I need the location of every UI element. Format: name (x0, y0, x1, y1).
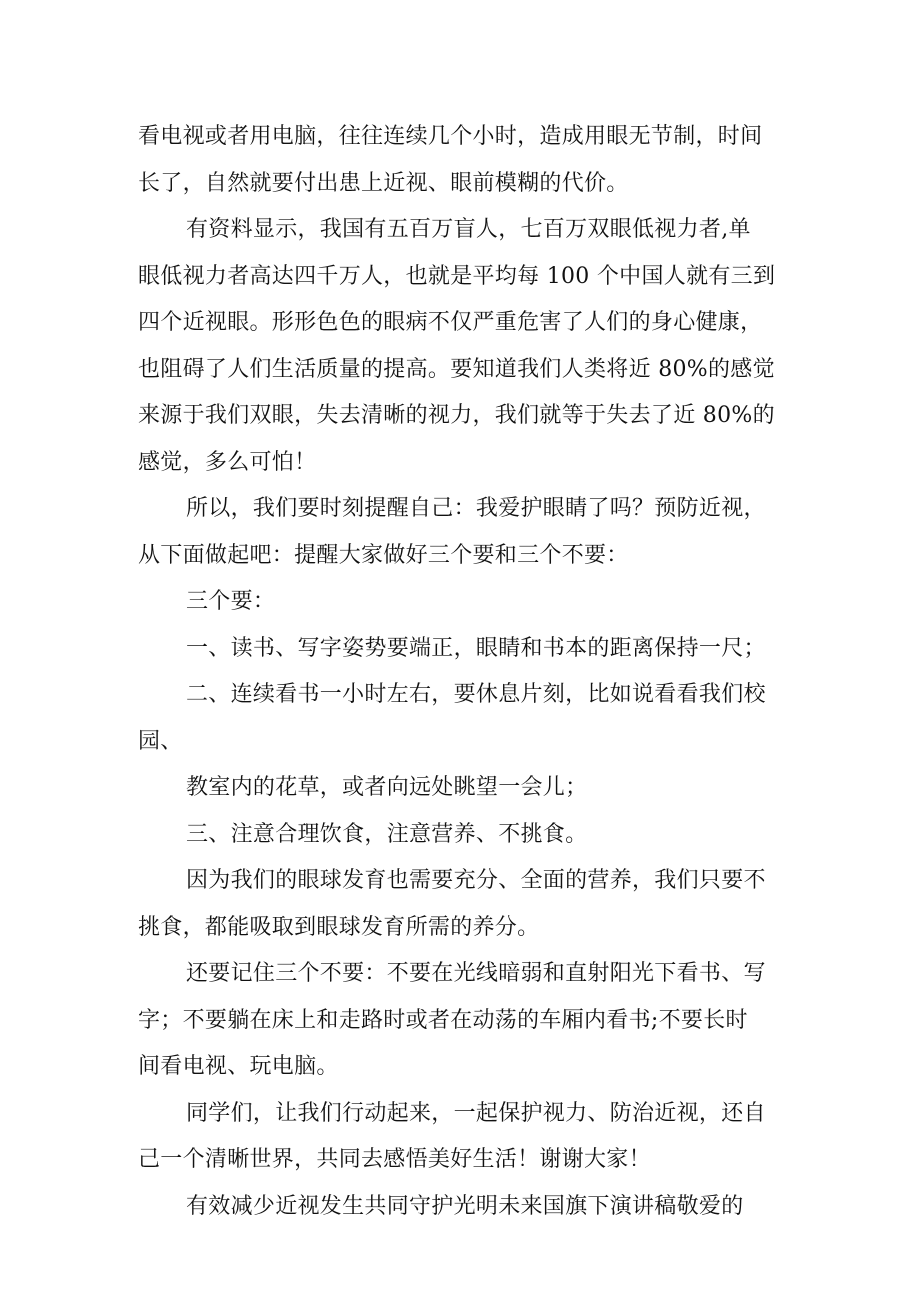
text-line: 感觉，多么可怕！ (138, 449, 317, 475)
body-text (138, 114, 798, 1230)
text-line: 还要记住三个不要：不要在光线暗弱和直射阳光下看书、写 (186, 961, 766, 986)
text-line: 也阻碍了人们生活质量的提高。要知道我们人类将近 80%的感觉 (138, 356, 775, 382)
text-line: 二、连续看书一小时左右，要休息片刻，比如说看看我们校 (186, 682, 766, 707)
text-line: 园、 (138, 728, 183, 754)
text-line: 一、读书、写字姿势要端正，眼睛和书本的距离保持一尺； (186, 635, 766, 661)
text-line: 有资料显示，我国有五百万盲人，七百万双眼低视力者,单 (186, 217, 751, 242)
text-line: 长了，自然就要付出患上近视、眼前模糊的代价。 (138, 170, 629, 196)
text-line: 间看电视、玩电脑。 (138, 1054, 339, 1079)
text-line: 教室内的花草，或者向远处眺望一会儿； (186, 775, 588, 800)
text-line: 眼低视力者高达四千万人，也就是平均每 100 个中国人就有三到 (138, 263, 776, 289)
text-line: 三个要： (186, 589, 276, 614)
text-line: 看电视或者用电脑，往往连续几个小时，造成用眼无节制，时间 (138, 124, 763, 149)
text-line: 从下面做起吧：提醒大家做好三个要和三个不要： (138, 542, 629, 568)
text-line: 四个近视眼。形形色色的眼病不仅严重危害了人们的身心健康， (138, 310, 763, 335)
text-line: 三、注意合理饮食，注意营养、不挑食。 (186, 821, 588, 847)
text-line: 同学们，让我们行动起来，一起保护视力、防治近视，还自 (186, 1100, 766, 1126)
text-line: 字；不要躺在床上和走路时或者在动荡的车厢内看书;不要长时 (138, 1007, 748, 1033)
text-line: 挑食，都能吸取到眼球发育所需的养分。 (138, 914, 540, 940)
text-line: 己一个清晰世界，共同去感悟美好生活！谢谢大家！ (138, 1147, 651, 1172)
text-line: 有效减少近视发生共同守护光明未来国旗下演讲稿敬爱的 (186, 1193, 744, 1219)
text-line: 来源于我们双眼，失去清晰的视力，我们就等于失去了近 80%的 (138, 403, 775, 428)
text-line: 因为我们的眼球发育也需要充分、全面的营养，我们只要不 (186, 868, 766, 893)
text-line: 所以，我们要时刻提醒自己：我爱护眼睛了吗？预防近视， (186, 496, 766, 521)
